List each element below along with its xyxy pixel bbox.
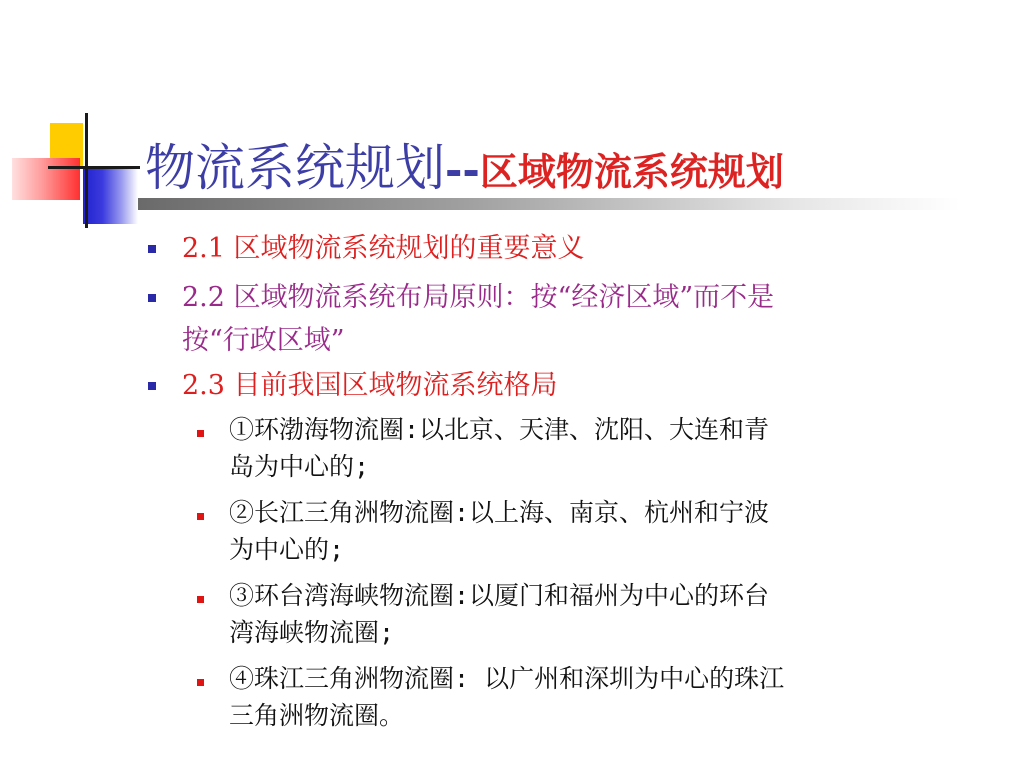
sub-item-2-line1: ②长江三角洲物流圈:以上海、南京、杭州和宁波 bbox=[229, 498, 770, 527]
slide-title bbox=[145, 128, 784, 200]
decor-horizontal-line bbox=[48, 166, 140, 169]
bullet-square-icon bbox=[148, 245, 156, 253]
list-item-2-2-line2: 按“行政区域” bbox=[182, 325, 345, 356]
list-item-2-1: 2.1 区域物流系统规划的重要意义 bbox=[182, 233, 585, 264]
sub-item-4-line1: ④珠江三角洲物流圈: 以广州和深圳为中心的珠江 bbox=[229, 664, 785, 693]
sub-item-3-line1: ③环台湾海峡物流圈:以厦门和福州为中心的环台 bbox=[229, 581, 770, 610]
list-item-2-3: 2.3 目前我国区域物流系统格局 bbox=[182, 370, 558, 401]
bullet-square-icon bbox=[148, 382, 156, 390]
list-item-2-2-line1: 2.2 区域物流系统布局原则：按“经济区域”而不是 bbox=[182, 282, 775, 313]
bullet-square-icon bbox=[197, 679, 204, 686]
bullet-square-icon bbox=[197, 430, 204, 437]
bullet-square-icon bbox=[148, 294, 156, 302]
title-dash: -- bbox=[445, 146, 480, 195]
sub-item-3-line2: 湾海峡物流圈; bbox=[229, 618, 395, 647]
bullet-square-icon bbox=[197, 596, 204, 603]
bullet-square-icon bbox=[197, 513, 204, 520]
decor-vertical-line bbox=[85, 113, 88, 228]
sub-item-1-line1: ①环渤海物流圈:以北京、天津、沈阳、大连和青 bbox=[229, 415, 770, 444]
sub-item-2-line2: 为中心的; bbox=[229, 535, 345, 564]
decor-red-square bbox=[12, 158, 80, 200]
decor-blue-square bbox=[83, 167, 138, 224]
sub-item-1-line2: 岛为中心的; bbox=[229, 452, 370, 481]
title-subtitle: 区域物流系统规划 bbox=[479, 150, 784, 194]
title-main: 物流系统规划 bbox=[145, 139, 445, 197]
sub-item-4-line2: 三角洲物流圈。 bbox=[229, 701, 405, 730]
title-underline bbox=[138, 198, 960, 210]
